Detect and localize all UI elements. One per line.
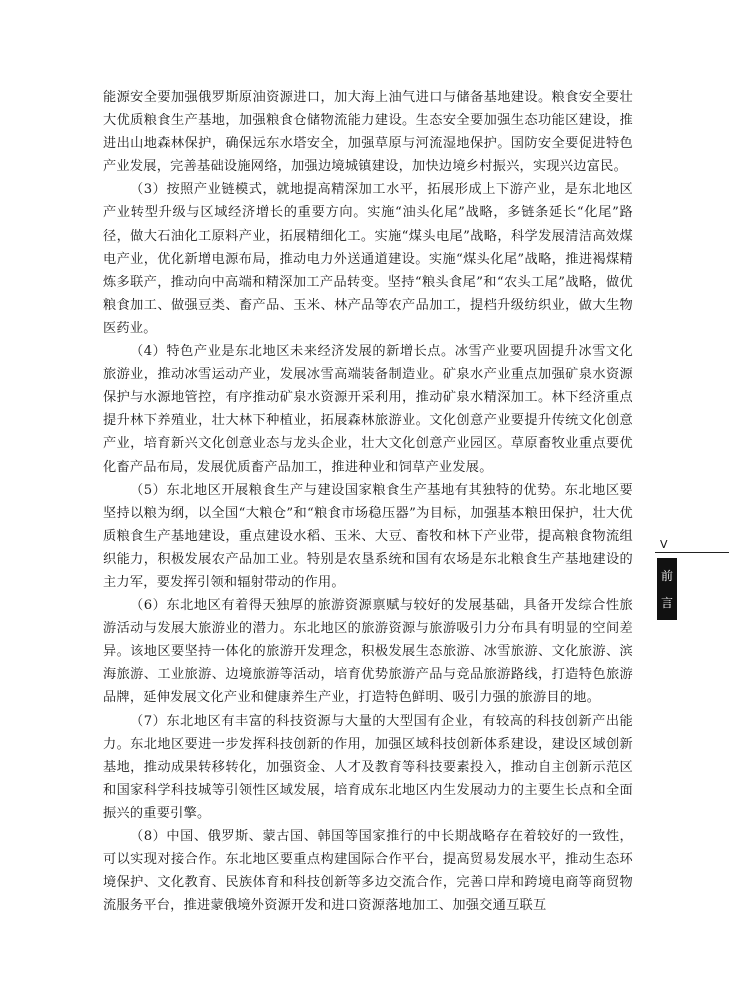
paragraph-1: 能源安全要加强俄罗斯原油资源进口，加大海上油气进口与储备基地建设。粮食安全要壮大优质粮食生产基地，加强粮食仓储物流能力建设。生态安全要加强生态功能区建设，推进出山地森林保护，确保远东水塔安全，加强草原与河流湿地保护。国防安全要促进特色产业发展，完善基础设施网络，加强边境城镇建设，加快边境乡村振兴，实现兴边富民。 bbox=[103, 90, 633, 175]
side-divider bbox=[655, 552, 729, 553]
paragraph-3: （4）特色产业是东北地区未来经济发展的新增长点。冰雪产业要巩固提升冰雪文化旅游业，推动冰雪运动产业，发展冰雪高端装备制造业。矿泉水产业重点加强矿泉水资源保护与水源地管控，有序推动矿泉水资源开采利用，推动矿泉水精深加工。林下经济重点提升林下养殖业，壮大林下种植业，拓展森林旅游业。文化创意产业要提升传统文化创意产业，培育新兴文化创意业态与龙头企业，壮大文化创意产业园区。草原畜牧业重点要优化畜产品布局，发展优质畜产品加工，推进种业和饲草产业发展。 bbox=[103, 344, 633, 475]
section-tab-char-1: 前 bbox=[660, 569, 673, 583]
paragraph-2: （3）按照产业链模式，就地提高精深加工水平，拓展形成上下游产业，是东北地区产业转型升级与区域经济增长的重要方向。实施“油头化尾”战略，多链条延长“化尾”路径，做大石油化工原料产业，拓展精细化工。实施“煤头电尾”战略，科学发展清洁高效煤电产业，优化新增电源布局，推动电力外送通道建设。实施“煤头化尾”战略，推进褐煤精炼多联产，推动向中高端和精深加工产品转变。坚持“粮头食尾”和“农头工尾”战略，做优粮食加工、做强豆类、畜产品、玉米、林产品等农产品加工，提档升级纺织业，做大生物医药业。 bbox=[103, 182, 633, 336]
page-number: V bbox=[660, 538, 668, 551]
paragraph-5: （6）东北地区有着得天独厚的旅游资源禀赋与较好的发展基础，具备开发综合性旅游活动与发展大旅游业的潜力。东北地区的旅游资源与旅游吸引力分布具有明显的空间差异。该地区要坚持一体化的旅游开发理念，积极发展生态旅游、冰雪旅游、文化旅游、滨海旅游、工业旅游、边境旅游等活动，培育优势旅游产品与竞品旅游路线，打造特色旅游品牌，延伸发展文化产业和健康养生产业，打造特色鲜明、吸引力强的旅游目的地。 bbox=[103, 598, 633, 706]
section-tab-char-2: 言 bbox=[660, 596, 673, 610]
body-text bbox=[103, 86, 633, 917]
paragraph-7: （8）中国、俄罗斯、蒙古国、韩国等国家推行的中长期战略存在着较好的一致性，可以实现对接合作。东北地区要重点构建国际合作平台，提高贸易发展水平，推动生态环境保护、文化教育、民族体育和科技创新等多边交流合作，完善口岸和跨境电商等商贸物流服务平台，推进蒙俄境外资源开发和进口资源落地加工、加强交通互联互 bbox=[103, 829, 633, 914]
paragraph-6: （7）东北地区有丰富的科技资源与大量的大型国有企业，有较高的科技创新产出能力。东北地区要进一步发挥科技创新的作用，加强区域科技创新体系建设，建设区域创新基地，推动成果转移转化，加强资金、人才及教育等科技要素投入，推动自主创新示范区和国家科学科技城等引领性区域发展，培育成东北地区内生发展动力的主要生长点和全面振兴的重要引擎。 bbox=[103, 713, 633, 821]
section-tab bbox=[657, 558, 677, 620]
paragraph-4: （5）东北地区开展粮食生产与建设国家粮食生产基地有其独特的优势。东北地区要坚持以粮为纲，以全国“大粮仓”和“粮食市场稳压器”为目标，加强基本粮田保护，壮大优质粮食生产基地建设，重点建设水稻、玉米、大豆、畜牧和林下产业带，提高粮食物流组织能力，积极发展农产品加工业。特别是农垦系统和国有农场是东北粮食生产基地建设的主力军，要发挥引领和辐射带动的作用。 bbox=[103, 482, 633, 590]
